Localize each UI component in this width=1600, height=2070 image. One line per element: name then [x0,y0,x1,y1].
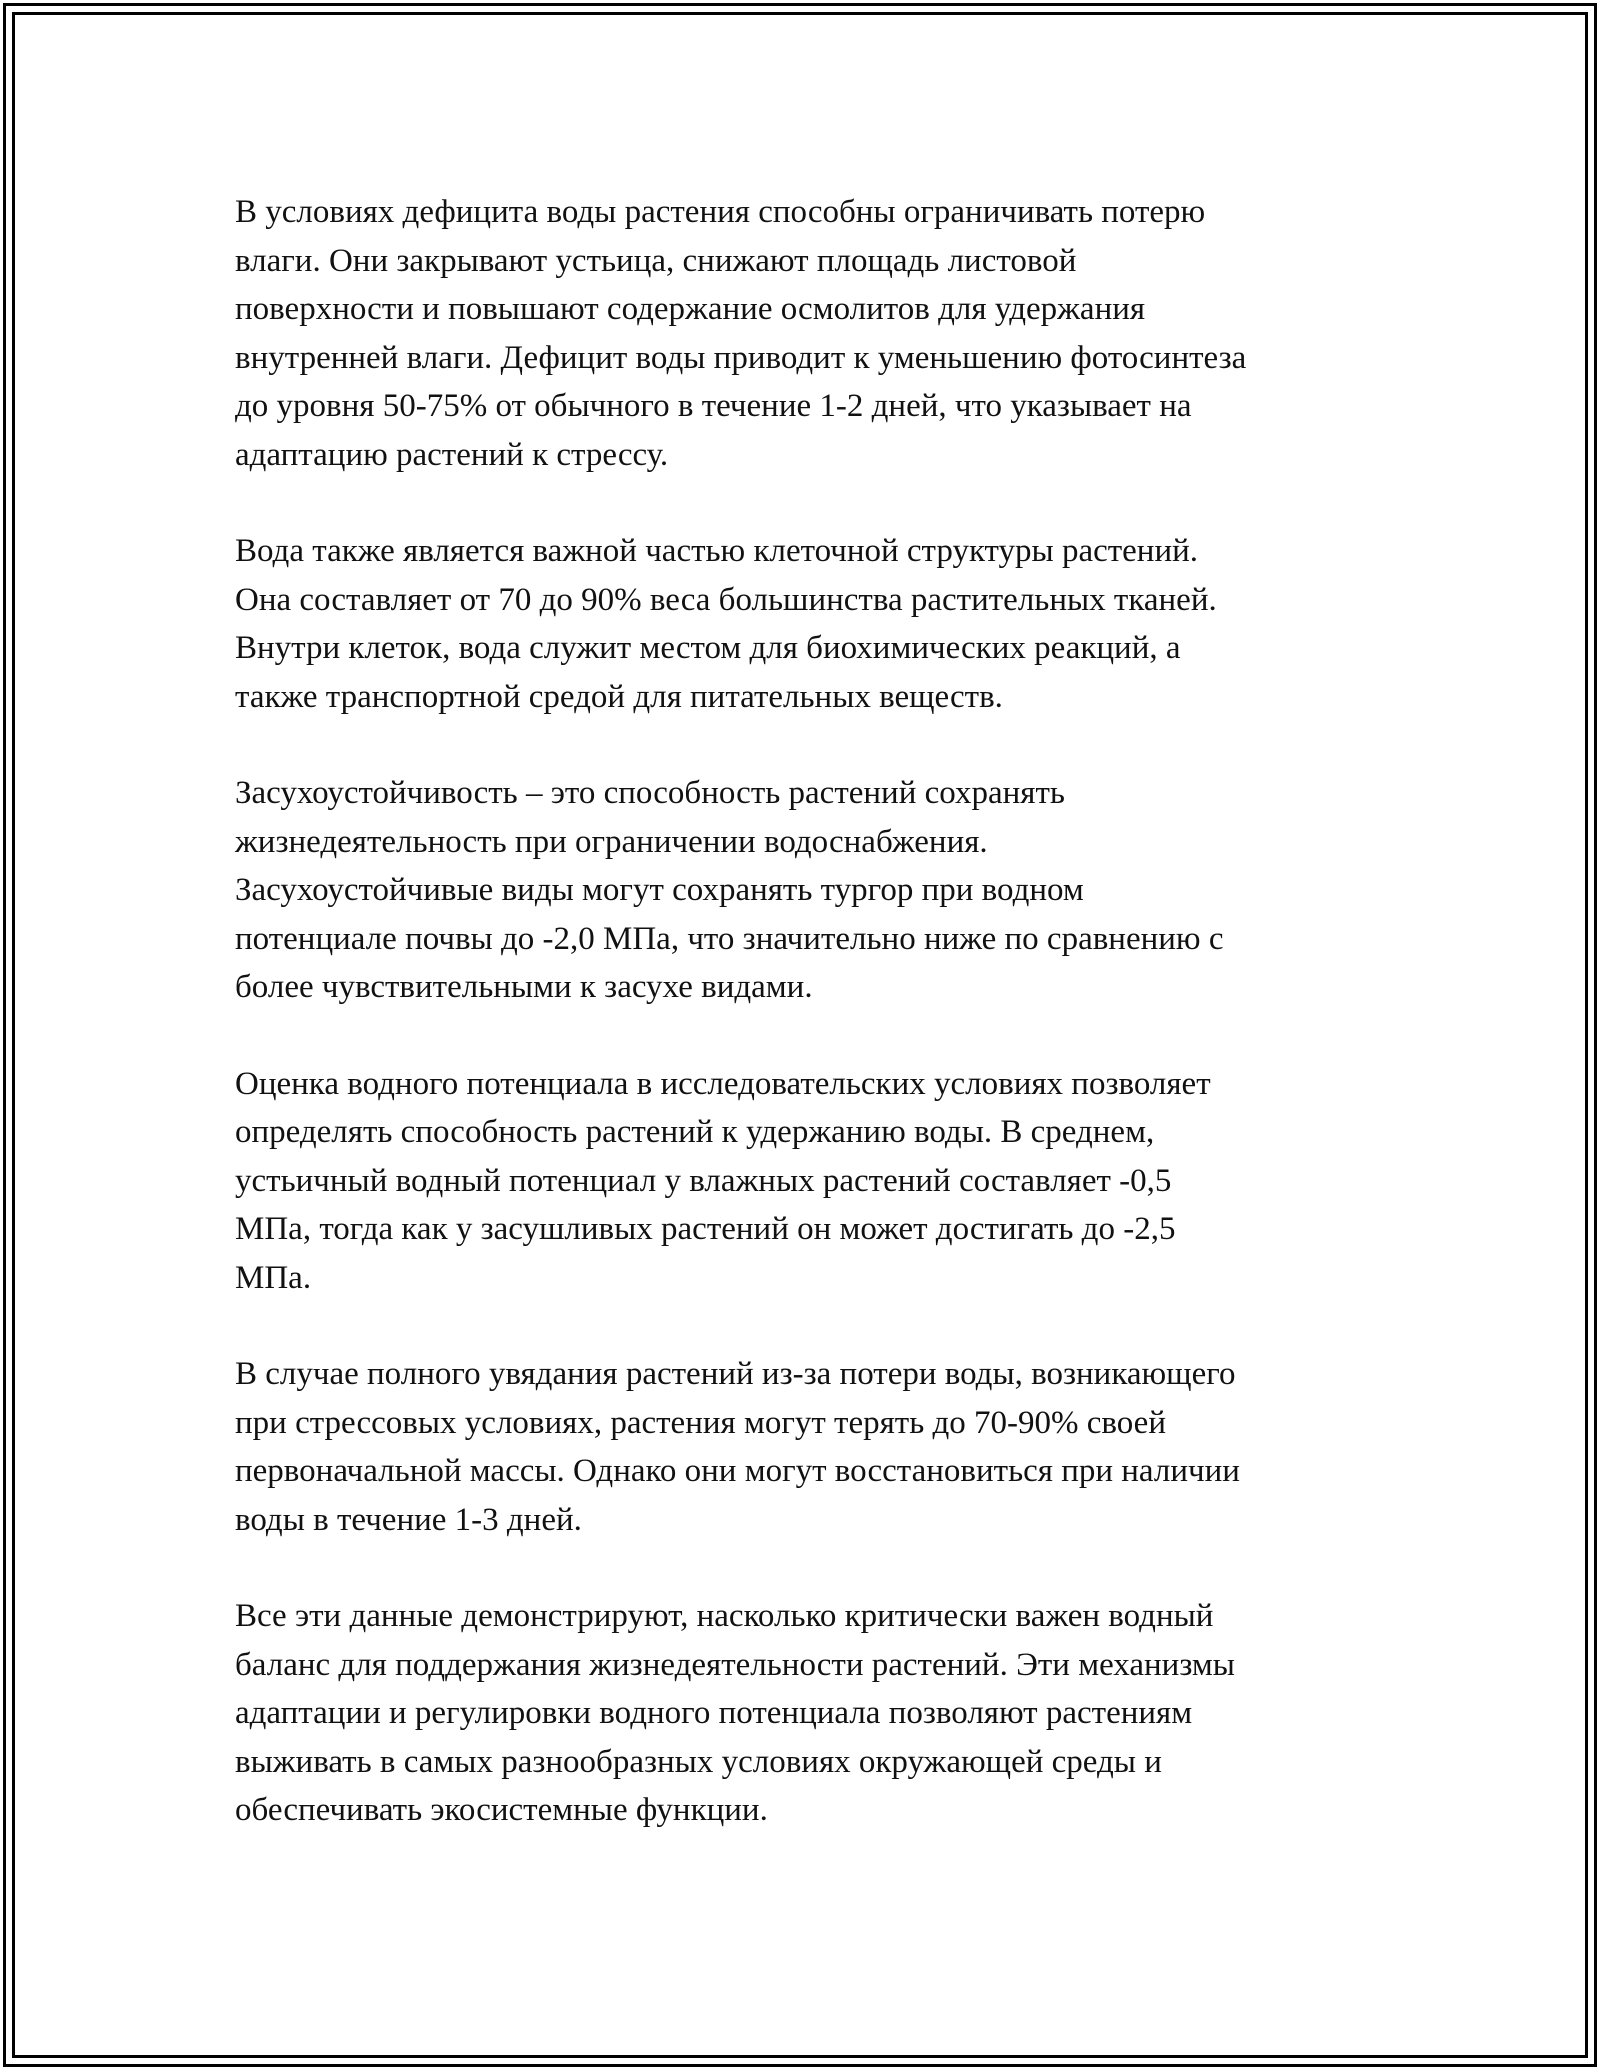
paragraph-wilting: В случае полного увядания растений из-за потери воды, возникающего при стрессовых условиях, растения могут терять до 70-90% своей первоначальной массы. Однако они могут восстановиться при наличии воды в течение 1-3 дней. [235,1356,1240,1538]
paragraph-drought-resistance: Засухоустойчивость – это способность растений сохранять жизнедеятельность при ограничении водоснабжения. Засухоустойчивые виды могут сохранять тургор при водном потенциале почвы до -2,0 МПа, что значительно ниже по сравнению с более чувствительными к засухе видами. [235,775,1224,1005]
paragraph-conclusion: Все эти данные демонстрируют, насколько критически важен водный баланс для поддержания жизнедеятельности растений. Эти механизмы адаптации и регулировки водного потенциала позволяют растениям выживать в самых разнообразных условиях окружающей среды и обеспечивать экосистемные функции. [235,1598,1235,1828]
paragraph-water-deficit: В условиях дефицита воды растения способны ограничивать потерю влаги. Они закрывают устьица, снижают площадь листовой поверхности и повышают содержание осмолитов для удержания внутренней влаги. Дефицит воды приводит к уменьшению фотосинтеза до уровня 50-75% от обычного в течение 1-2 дней, что указывает на адаптацию растений к стрессу. [235,194,1247,473]
paragraph-water-potential: Оценка водного потенциала в исследовательских условиях позволяет определять способность растений к удержанию воды. В среднем, устьичный водный потенциал у влажных растений составляет -0,5 МПа, тогда как у засушливых растений он может достигать до -2,5 МПа. [235,1065,1211,1296]
paragraph-cell-structure: Вода также является важной частью клеточной структуры растений. Она составляет от 70 до 90% веса большинства растительных тканей. Внутри клеток, вода служит местом для биохимических реакций, а также транспортной средой для питательных веществ. [235,533,1217,715]
document-body [235,188,1365,1835]
